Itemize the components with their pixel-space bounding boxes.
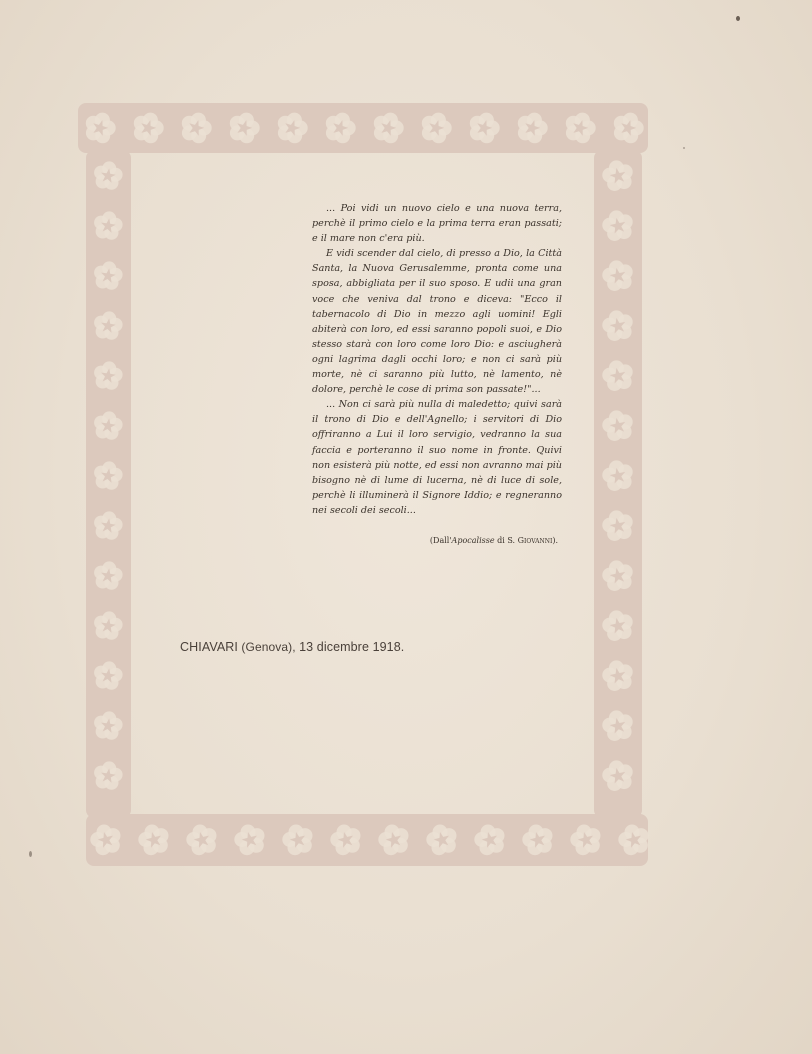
dateline: [180, 640, 404, 654]
dateline-place: CHIAVARI: [180, 640, 238, 654]
ink-speck: [29, 851, 32, 857]
apocalypse-quote: [312, 201, 562, 518]
quote-source: [398, 536, 558, 545]
dateline-region: (Genova),: [237, 640, 300, 654]
source-prefix: (Dall': [429, 536, 452, 545]
source-suffix: ).: [552, 536, 558, 545]
border-bottom-band: [86, 814, 648, 866]
source-work: Apocalisse: [451, 536, 495, 545]
source-middle: di: [494, 536, 508, 545]
source-author: S. Giovanni: [507, 536, 553, 545]
quote-paragraph-1: ... Poi vidi un nuovo cielo e una nuova terra, perchè il primo cielo e la prima terra eran passati; e il mare non c'era più.: [312, 203, 562, 245]
quote-paragraph-2: E vidi scender dal cielo, di presso a Dio, la Città Santa, la Nuova Gerusalemme, pronta come una sposa, abbigliata per il suo sposo. E udii una gran voce che veniva dal trono e diceva: "Ecco il tabernacolo di Dio in mezzo agli uomini! Egli abiterà con loro, ed essi saranno popoli suoi, e Dio stesso starà con loro come loro Dio: e asciugherà ogni lagrima dagli occhi loro; e non ci sarà più morte, nè ci saranno più lutto, nè lamento, nè dolore, perchè le cose di prima son passate!"...: [312, 248, 562, 396]
quote-paragraph-3: ... Non ci sarà più nulla di maledetto; quivi sarà il trono di Dio e dell'Agnello; i servitori di Dio offriranno a Lui il loro servigio, vedranno la sua faccia e porteranno il suo nome in fronte. Quivi non esisterà più notte, ed essi non avranno mai più bisogno nè di lume di lucerna, nè di luce di sole, perchè li illuminerà il Signore Iddio; e regneranno nei secoli dei secoli...: [312, 399, 562, 516]
dateline-date: 13 dicembre 1918.: [299, 640, 405, 654]
ink-speck: [683, 147, 685, 149]
ink-speck: [736, 16, 740, 21]
